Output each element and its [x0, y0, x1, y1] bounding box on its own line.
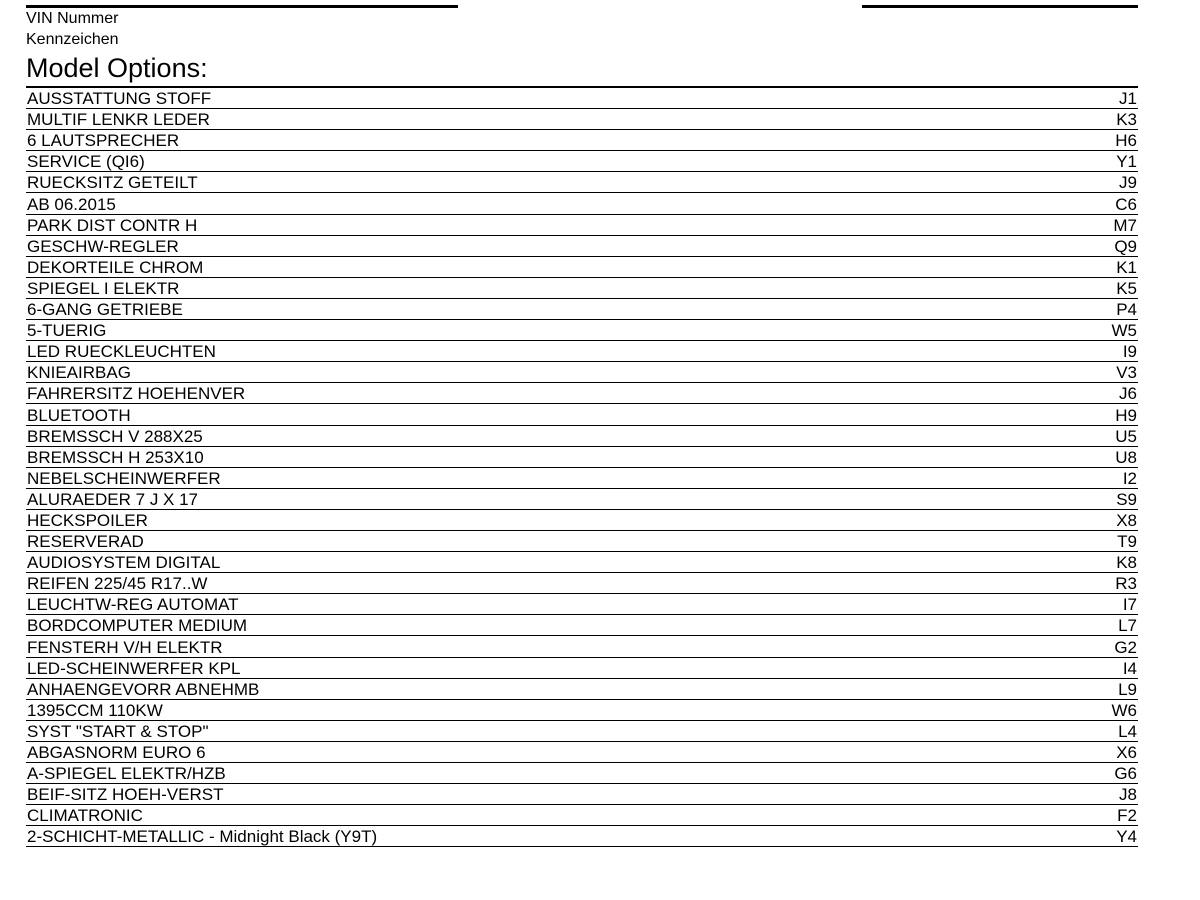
option-code: X6: [1116, 743, 1137, 762]
table-row: [26, 278, 1138, 299]
plate-value-underline: [862, 5, 1138, 8]
option-name: ALURAEDER 7 J X 17: [27, 489, 199, 509]
option-name: BREMSSCH V 288X25: [27, 426, 203, 446]
option-code: J9: [1119, 173, 1137, 193]
option-name: NEBELSCHEINWERFER: [27, 468, 221, 488]
table-row: [26, 447, 1138, 468]
option-code: Y1: [1116, 152, 1137, 172]
option-name: 2-SCHICHT-METALLIC - Midnight Black (Y9T): [27, 827, 378, 847]
table-row: [26, 510, 1138, 531]
option-name: BREMSSCH H 253X10: [27, 447, 204, 467]
option-name: GESCHW-REGLER: [27, 236, 179, 256]
option-code: I9: [1122, 342, 1137, 362]
option-name: 6 LAUTSPRECHER: [27, 131, 180, 151]
option-name: BLUETOOTH: [27, 405, 131, 425]
option-code: U5: [1115, 426, 1137, 446]
option-name: DEKORTEILE CHROM: [27, 257, 204, 277]
option-code: K3: [1116, 110, 1137, 130]
table-row: [26, 341, 1138, 362]
option-name: ABGASNORM EURO 6: [27, 743, 206, 762]
table-row: [26, 658, 1138, 679]
table-row: [26, 742, 1138, 763]
option-code: X8: [1116, 510, 1137, 530]
table-row: [26, 236, 1138, 257]
section-title: Model Options:: [26, 53, 208, 83]
table-row: [26, 700, 1138, 721]
option-name: PARK DIST CONTR H: [27, 215, 198, 235]
option-name: SPIEGEL I ELEKTR: [27, 278, 180, 298]
table-row: [26, 88, 1138, 109]
option-code: I7: [1122, 595, 1137, 615]
option-name: AUDIOSYSTEM DIGITAL: [27, 553, 221, 573]
table-row: [26, 426, 1138, 447]
table-row: [26, 636, 1138, 657]
table-row: [26, 552, 1138, 573]
option-code: G2: [1114, 637, 1137, 657]
option-code: W6: [1111, 700, 1137, 720]
option-name: 1395CCM 110KW: [27, 700, 163, 720]
table-row: [26, 573, 1138, 594]
option-code: W5: [1111, 321, 1137, 341]
table-row: [26, 362, 1138, 383]
option-name: BEIF-SITZ HOEH-VERST: [27, 785, 224, 805]
option-code: F2: [1117, 806, 1137, 826]
option-code: M7: [1113, 215, 1137, 235]
option-name: LED RUECKLEUCHTEN: [27, 342, 216, 362]
table-row: [26, 404, 1138, 425]
option-code: I4: [1122, 658, 1137, 678]
table-row: [26, 299, 1138, 320]
option-code: J1: [1119, 89, 1137, 109]
model-options-table: [26, 86, 1138, 847]
vin-label: VIN Nummer: [26, 10, 119, 27]
option-name: MULTIF LENKR LEDER: [27, 110, 210, 130]
option-name: KNIEAIRBAG: [27, 363, 131, 383]
vin-value-underline: [26, 5, 458, 8]
table-row: [26, 763, 1138, 784]
option-code: J6: [1119, 384, 1137, 404]
option-name: HECKSPOILER: [27, 510, 148, 530]
table-row: [26, 721, 1138, 742]
table-row: [26, 257, 1138, 278]
option-name: LEUCHTW-REG AUTOMAT: [27, 595, 239, 615]
option-code: H6: [1115, 131, 1137, 151]
table-row: [26, 109, 1138, 130]
table-row: [26, 172, 1138, 193]
option-code: R3: [1115, 574, 1137, 594]
table-row: [26, 826, 1138, 847]
option-name: RESERVERAD: [27, 532, 144, 552]
option-name: ANHAENGEVORR ABNEHMB: [27, 679, 260, 699]
table-row: [26, 805, 1138, 826]
option-code: L7: [1118, 616, 1137, 636]
option-name: AUSSTATTUNG STOFF: [27, 89, 212, 109]
option-code: V3: [1116, 363, 1137, 383]
table-row: [26, 320, 1138, 341]
option-code: H9: [1115, 405, 1137, 425]
option-name: SYST "START & STOP": [27, 721, 209, 741]
option-name: LED-SCHEINWERFER KPL: [27, 658, 241, 678]
option-code: I2: [1122, 468, 1137, 488]
table-row: [26, 383, 1138, 404]
option-name: 5-TUERIG: [27, 321, 107, 341]
option-code: J8: [1119, 785, 1137, 805]
table-row: [26, 130, 1138, 151]
option-code: K8: [1116, 553, 1137, 573]
option-name: FAHRERSITZ HOEHENVER: [27, 384, 246, 404]
option-code: Y4: [1116, 827, 1137, 847]
table-row: [26, 468, 1138, 489]
option-code: G6: [1114, 764, 1137, 784]
option-code: L9: [1118, 679, 1137, 699]
option-name: CLIMATRONIC: [27, 806, 143, 826]
option-code: P4: [1116, 300, 1137, 320]
plate-label: Kennzeichen: [26, 31, 119, 48]
table-row: [26, 489, 1138, 510]
option-name: AB 06.2015: [27, 194, 116, 214]
option-name: RUECKSITZ GETEILT: [27, 173, 198, 193]
option-code: T9: [1117, 532, 1137, 552]
option-code: K5: [1116, 278, 1137, 298]
table-row: [26, 615, 1138, 636]
option-code: Q9: [1114, 236, 1137, 256]
option-code: L4: [1118, 721, 1137, 741]
option-code: U8: [1115, 447, 1137, 467]
option-code: S9: [1116, 489, 1137, 509]
option-name: SERVICE (QI6): [27, 152, 145, 172]
table-row: [26, 151, 1138, 172]
option-name: REIFEN 225/45 R17..W: [27, 574, 208, 594]
option-code: K1: [1116, 257, 1137, 277]
option-name: 6-GANG GETRIEBE: [27, 300, 183, 320]
option-code: C6: [1115, 194, 1137, 214]
option-name: A-SPIEGEL ELEKTR/HZB: [27, 764, 226, 784]
option-name: FENSTERH V/H ELEKTR: [27, 637, 223, 657]
table-row: [26, 679, 1138, 700]
table-row: [26, 215, 1138, 236]
table-row: [26, 531, 1138, 552]
option-name: BORDCOMPUTER MEDIUM: [27, 616, 248, 636]
table-row: [26, 193, 1138, 214]
table-row: [26, 784, 1138, 805]
table-row: [26, 594, 1138, 615]
